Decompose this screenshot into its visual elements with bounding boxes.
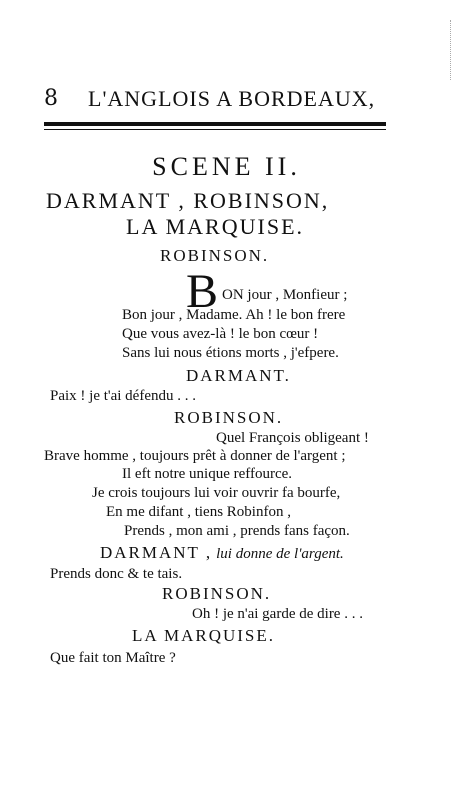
stage-direction-line [100, 543, 344, 563]
characters-line-1: DARMANT , ROBINSON, [46, 188, 330, 213]
stage-direction: lui donne de l'argent. [216, 546, 344, 562]
page-number: 8 [44, 86, 58, 111]
speaker-darmant-1: DARMANT. [186, 366, 291, 385]
verse-line: Que vous avez-là ! le bon cœur ! [122, 326, 319, 342]
header-rule-thin [44, 129, 386, 130]
page-edge-marks [444, 20, 451, 80]
verse-line: ON jour , Monfieur ; [222, 287, 348, 303]
speaker-darmant-2: DARMANT , [100, 543, 213, 562]
verse-line: Prends donc & te tais. [50, 566, 183, 582]
verse-line: Prends , mon ami , prends fans façon. [124, 523, 350, 539]
verse-line: En me difant , tiens Robinfon , [106, 504, 291, 520]
speaker-robinson-3: ROBINSON. [162, 584, 272, 603]
speaker-la-marquise: LA MARQUISE. [132, 626, 276, 645]
verse-line: Bon jour , Madame. Ah ! le bon frere [122, 307, 346, 323]
verse-line: Oh ! je n'ai garde de dire . . . [192, 606, 363, 622]
characters-line-2: LA MARQUISE. [126, 214, 305, 239]
verse-line: Brave homme , toujours prêt à donner de l'argent ; [44, 448, 346, 464]
verse-line: Il eft notre unique reffource. [122, 466, 293, 482]
speaker-robinson-1: ROBINSON. [160, 246, 270, 265]
running-title: L'ANGLOIS A BORDEAUX, [88, 86, 376, 111]
verse-line: Je crois toujours lui voir ouvrir fa bourfe, [92, 485, 341, 501]
drop-cap: B [186, 265, 219, 318]
speaker-robinson-2: ROBINSON. [174, 408, 284, 427]
verse-line: Sans lui nous étions morts , j'efpere. [122, 345, 339, 361]
verse-line: Paix ! je t'ai défendu . . . [50, 388, 196, 404]
verse-line: Quel François obligeant ! [216, 430, 369, 446]
scene-title: SCENE II. [152, 152, 301, 181]
header-rule-thick [44, 122, 386, 126]
verse-line: Que fait ton Maître ? [50, 650, 176, 666]
